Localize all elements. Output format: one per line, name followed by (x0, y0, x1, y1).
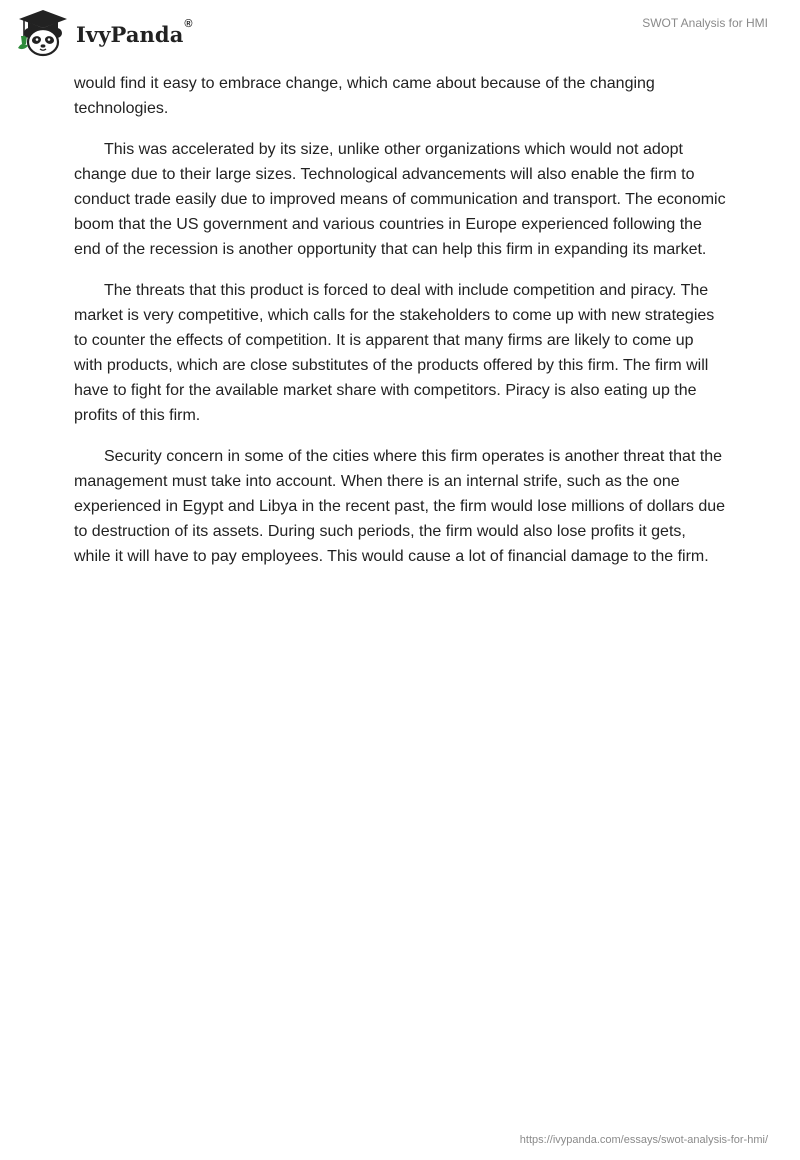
paragraph-security: Security concern in some of the cities where this firm operates is another threat that the management must take into account. When there is an internal strife, such as the one experienced in Egypt and Libya in the recent past, the firm would lose millions of dollars due to destruction of its assets. During such periods, the firm would also lose profits it gets, while it will have to pay employees. This would cause a lot of financial damage to the firm. (74, 448, 726, 565)
registered-mark: ® (184, 17, 193, 30)
paragraph-threats: The threats that this product is forced to deal with include competition and piracy. The market is very competitive, which calls for the stakeholders to come up with new strategies to counter the effects of competition. It is apparent that many firms are likely to come up with products, which are close substitutes of the products offered by this firm. The firm will have to fight for the available market share with competitors. Piracy is also eating up the profits of this firm. (74, 282, 715, 424)
source-url[interactable]: https://ivypanda.com/essays/swot-analysis-for-hmi/ (519, 1134, 768, 1146)
paragraph-opportunities: This was accelerated by its size, unlike other organizations which would not adopt change due to their large sizes. Technological advancements will also enable the firm to conduct trade easily due to improved means of communication and transport. The economic boom that the US government and various countries in Europe experienced following the end of the recession is another opportunity that can help this firm in expanding its market. (74, 141, 726, 258)
paragraph-continuation: would find it easy to embrace change, which came about because of the changing technologies. (74, 75, 655, 117)
brand-logo[interactable] (14, 8, 193, 58)
panda-graduate-icon (14, 8, 72, 58)
essay-body (74, 71, 726, 585)
document-title: SWOT Analysis for HMI (642, 16, 768, 30)
brand-name: IvyPanda® (76, 17, 193, 47)
page-header (0, 0, 800, 70)
